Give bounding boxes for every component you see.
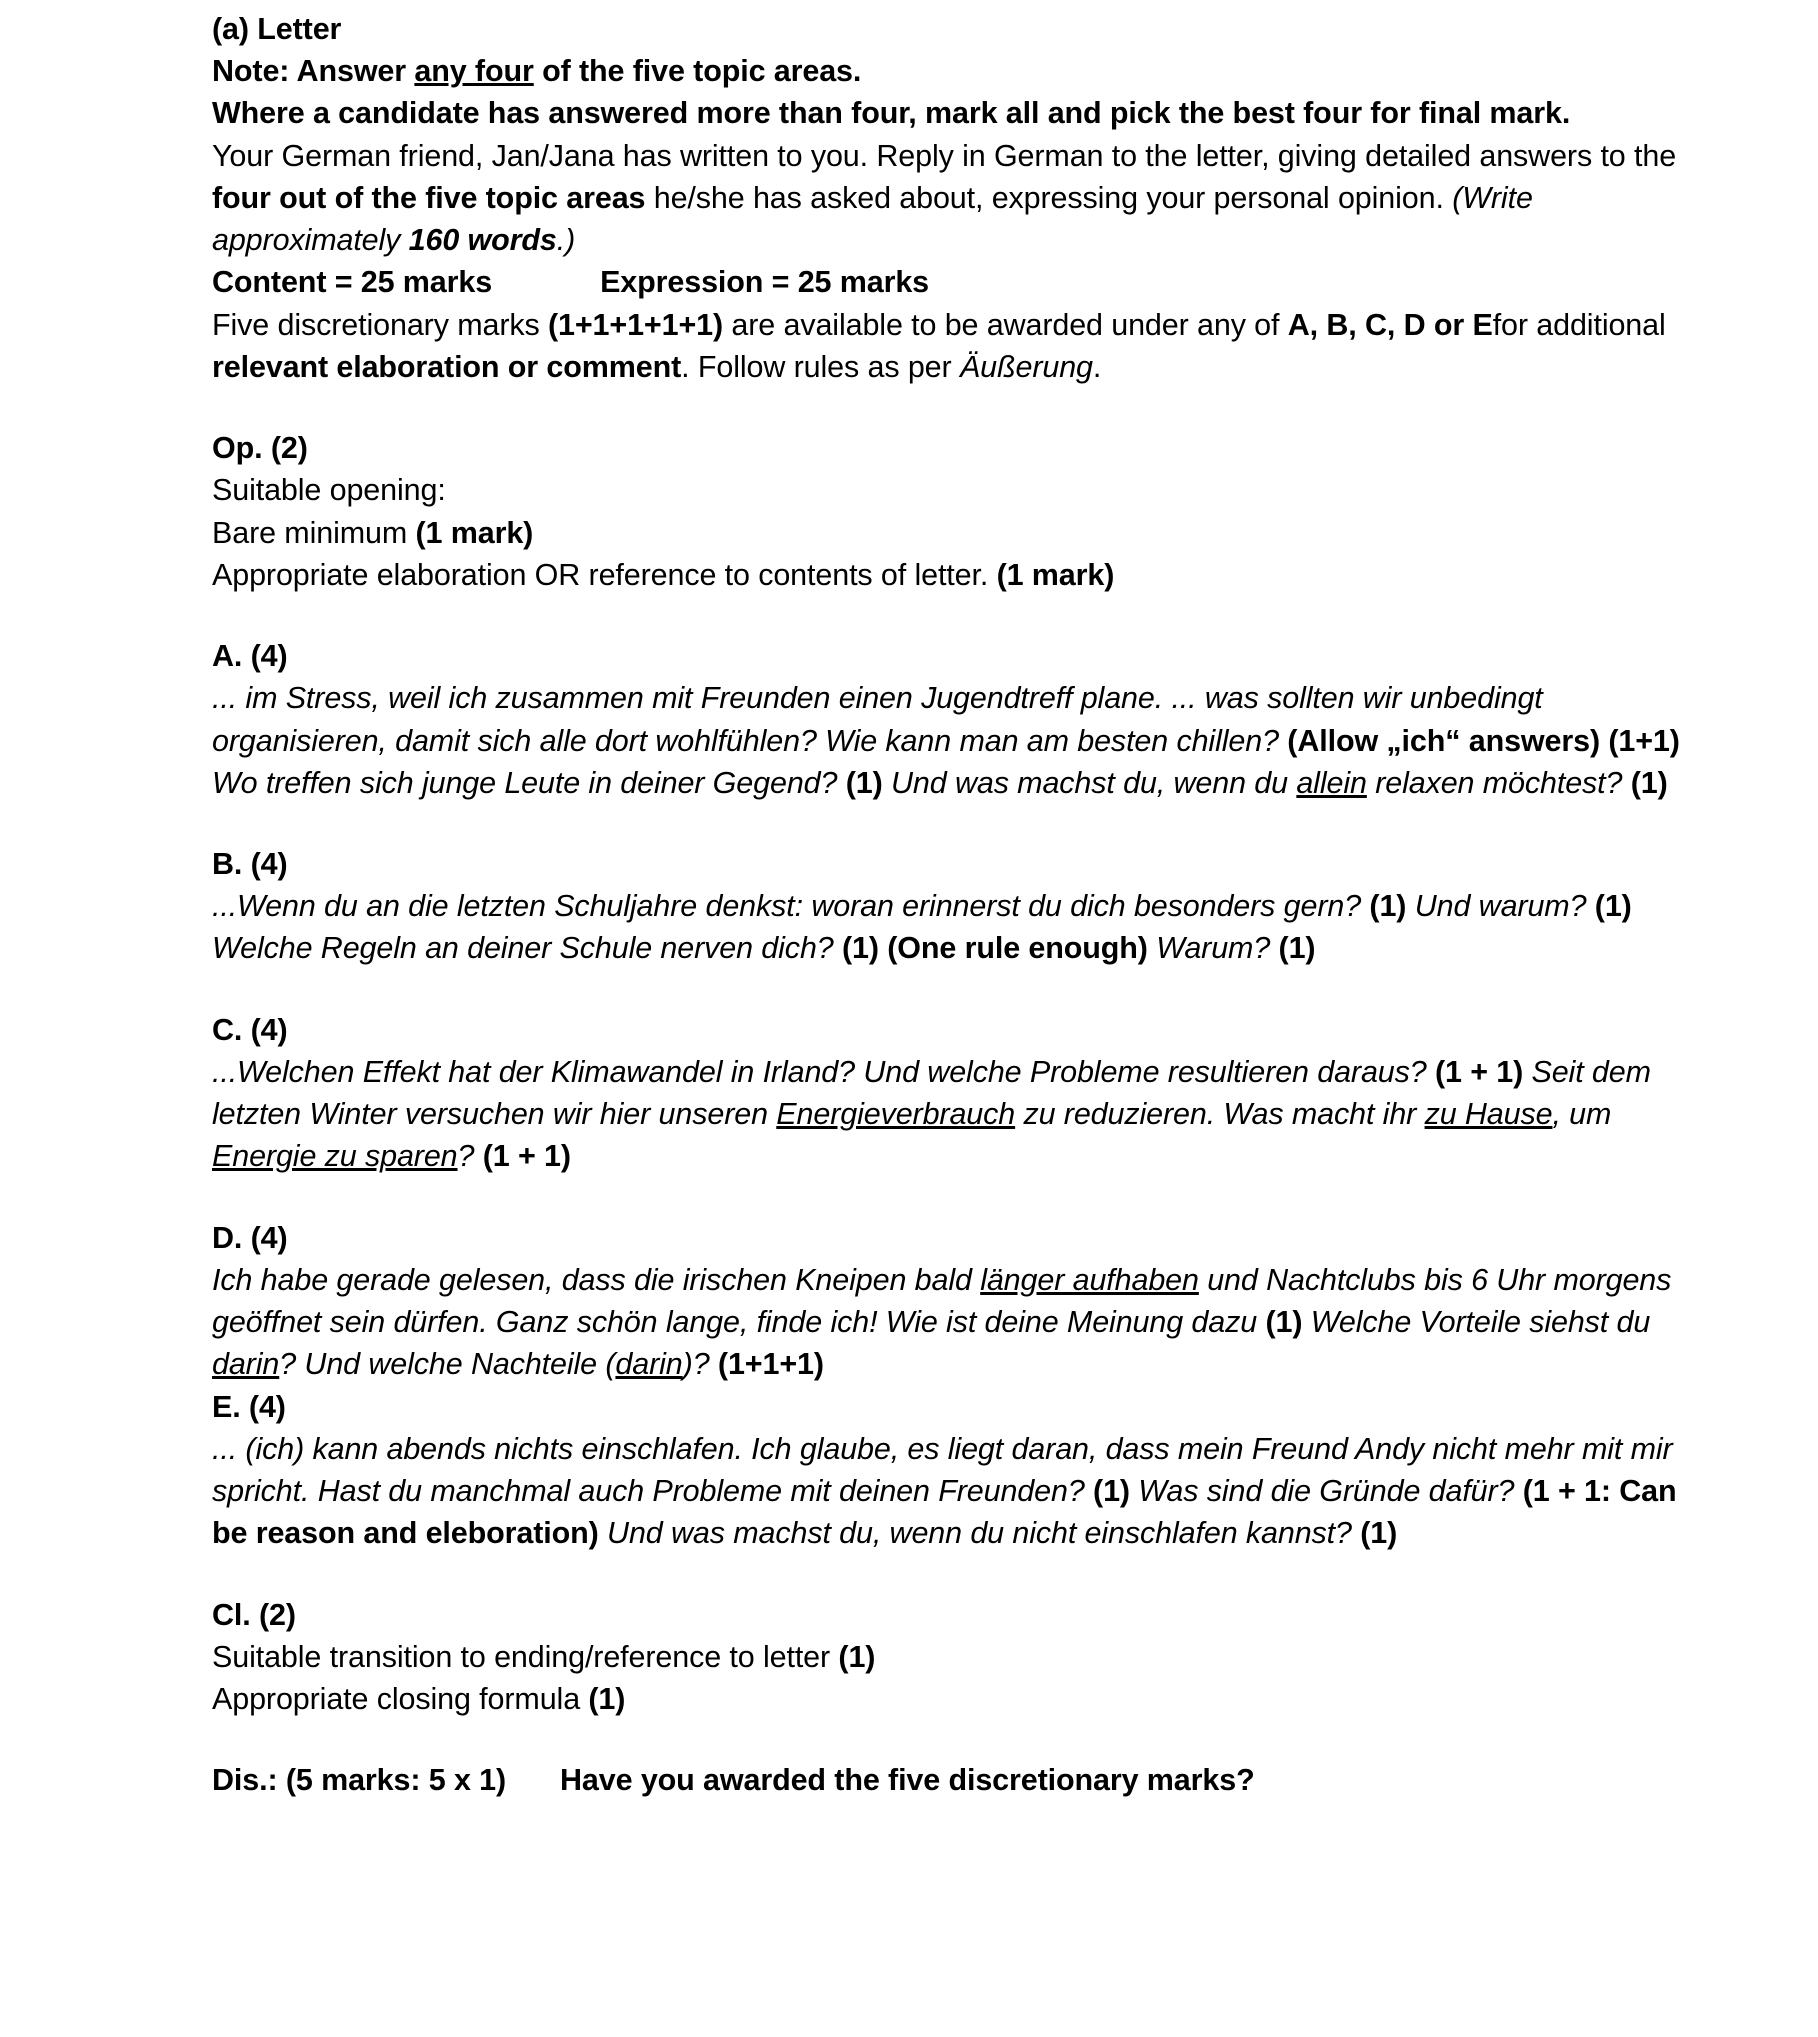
- closing-line-transition: [212, 1636, 1700, 1678]
- discretionary-breakdown: (1+1+1+1+1): [547, 307, 724, 342]
- text-run-3: (1): [1257, 1305, 1303, 1340]
- closing-line-formula: [212, 1678, 1700, 1720]
- text-run-5: zu Hause: [1424, 1097, 1553, 1132]
- text-run-5: allein: [1296, 765, 1367, 800]
- section-b-body: [212, 885, 1700, 969]
- text-run-3: (1): [837, 765, 883, 800]
- text-run-5: (1): [1351, 1516, 1398, 1551]
- section-heading-c: [212, 1009, 1700, 1051]
- closing-formula-mark: (1): [588, 1681, 626, 1716]
- closing-transition-text: Suitable transition to ending/reference to letter: [212, 1639, 839, 1674]
- text-run-5: (1) (One rule enough): [833, 931, 1148, 966]
- note-label: Note: Answer: [212, 54, 415, 89]
- page-title-text: (a) Letter: [212, 12, 342, 46]
- rule-more-than-four-text: Where a candidate has answered more than four, mark all and pick the best four for final mark.: [212, 96, 1571, 131]
- section-c-heading-text: C. (4): [212, 1012, 288, 1047]
- section-c-body: [212, 1051, 1700, 1178]
- text-run-8: ?: [457, 1139, 475, 1174]
- text-run-4: Welche Regeln an deiner Schule nerven dich?: [212, 931, 834, 966]
- task-text-bold: four out of the five topic areas: [212, 180, 646, 215]
- discretionary-line2-mid: . Follow rules as per: [681, 349, 960, 384]
- opening-line-suitable: [212, 469, 1700, 511]
- text-run-1: (1): [1084, 1474, 1130, 1509]
- discretionary-mid: are available to be awarded under any of: [723, 307, 1288, 342]
- marking-scheme-body: [212, 8, 1700, 1801]
- note-answer-any-four: [212, 50, 1700, 92]
- text-run-6: relaxen möchtest?: [1366, 765, 1623, 800]
- discretionary-marks-note: [212, 304, 1700, 388]
- spacer-before-b: [212, 804, 1700, 843]
- expression-marks: Expression = 25 marks: [600, 265, 930, 300]
- task-text-part1: Your German friend, Jan/Jana has written to you. Reply in German to the letter, giving detailed answers to the: [212, 138, 1677, 173]
- text-run-3: (1 + 1: Can be reason and eleboration): [212, 1474, 1677, 1551]
- text-run-6: ? Und welche Nachteile (: [279, 1347, 616, 1382]
- opening-elaboration-text: Appropriate elaboration OR reference to contents of letter.: [212, 557, 997, 592]
- text-run-4: Und was machst du, wenn du: [882, 765, 1297, 800]
- text-run-9: (1 + 1): [474, 1139, 571, 1174]
- spacer-before-closing: [212, 1555, 1700, 1594]
- content-marks: Content = 25 marks: [212, 265, 493, 300]
- text-run-0: ... im Stress, weil ich zusammen mit Freunden einen Jugendtreff plane. ... was sollten wir unbedingt organisieren, damit sich alle dort wohlfühlen? Wie kann man am besten chillen?: [212, 681, 1543, 758]
- opening-bare-minimum-text: Bare minimum: [212, 515, 416, 550]
- text-run-7: (1): [1270, 931, 1316, 966]
- closing-heading-text: Cl. (2): [212, 1597, 296, 1632]
- closing-transition-mark: (1): [838, 1639, 876, 1674]
- text-run-7: darin: [615, 1347, 683, 1382]
- text-run-0: ...Wenn du an die letzten Schuljahre denkst: woran erinnerst du dich besonders gern?: [212, 889, 1362, 924]
- spacer-before-a: [212, 596, 1700, 635]
- spacer-before-opening: [212, 388, 1700, 427]
- text-run-6: Warum?: [1147, 931, 1271, 966]
- section-heading-e: [212, 1386, 1700, 1428]
- opening-line-elaboration: [212, 554, 1700, 596]
- section-heading-d: [212, 1217, 1700, 1259]
- text-run-2: Und warum?: [1406, 889, 1587, 924]
- spacer-before-discretionary: [212, 1720, 1700, 1759]
- section-heading-b: [212, 843, 1700, 885]
- discretionary-line2-pre: for additional: [1492, 307, 1666, 342]
- text-run-0: Ich habe gerade gelesen, dass die irischen Kneipen bald: [212, 1262, 981, 1297]
- text-run-7: (1): [1622, 765, 1668, 800]
- text-run-4: zu reduzieren. Was macht ihr: [1015, 1097, 1425, 1132]
- section-d-heading-text: D. (4): [212, 1220, 288, 1255]
- section-a-body: [212, 677, 1700, 804]
- opening-line-bare-minimum: [212, 512, 1700, 554]
- opening-bare-minimum-mark: (1 mark): [415, 515, 534, 550]
- text-run-0: ... (ich) kann abends nichts einschlafen. Ich glaube, es liegt daran, dass mein Freund Andy nicht mehr mit mir spricht. Hast du manchmal auch Probleme mit deinen Freunden?: [212, 1431, 1673, 1509]
- task-word-count-value: 160 words: [408, 223, 557, 258]
- discretionary-footer-question: Have you awarded the five discretionary marks?: [560, 1763, 1255, 1798]
- discretionary-aeusserung: Äußerung: [959, 349, 1093, 384]
- text-run-1: (1): [1361, 889, 1407, 924]
- note-any-four-underlined: any four: [414, 54, 534, 89]
- discretionary-footer: [212, 1759, 1700, 1801]
- text-run-8: )?: [682, 1347, 710, 1382]
- closing-formula-text: Appropriate closing formula: [212, 1681, 589, 1716]
- rule-more-than-four: [212, 92, 1700, 134]
- text-run-2: Wo treffen sich junge Leute in deiner Gegend?: [212, 765, 838, 800]
- discretionary-pre: Five discretionary marks: [212, 307, 548, 342]
- text-run-6: , um: [1552, 1097, 1612, 1132]
- discretionary-line2-bold: relevant elaboration or comment: [212, 349, 682, 384]
- text-run-4: Und was machst du, wenn du nicht einschlafen kannst?: [598, 1516, 1352, 1551]
- text-run-2: Seit dem letzten Winter versuchen wir hier unseren: [212, 1054, 1651, 1132]
- section-d-body: [212, 1259, 1700, 1386]
- section-e-body: [212, 1428, 1700, 1555]
- text-run-3: Energieverbrauch: [776, 1097, 1016, 1132]
- text-run-9: (1+1+1): [709, 1347, 824, 1382]
- discretionary-footer-label: Dis.: (5 marks: 5 x 1): [212, 1763, 507, 1798]
- section-heading-closing: [212, 1594, 1700, 1636]
- text-run-1: (Allow „ich“ answers) (1+1): [1278, 723, 1680, 758]
- task-instructions: [212, 135, 1700, 262]
- opening-suitable-text: Suitable opening:: [212, 473, 446, 508]
- spacer-before-c: [212, 970, 1700, 1009]
- page-title: [212, 8, 1700, 50]
- text-run-3: (1): [1586, 889, 1632, 924]
- text-run-2: und Nachtclubs bis 6 Uhr morgens geöffnet sein dürfen. Ganz schön lange, finde ich! Wie ist deine Meinung dazu: [212, 1262, 1672, 1340]
- text-run-0: ...Welchen Effekt hat der Klimawandel in Irland? Und welche Probleme resultieren daraus?: [212, 1054, 1427, 1089]
- opening-heading-text: Op. (2): [212, 431, 308, 466]
- discretionary-line2-end: .: [1092, 349, 1102, 384]
- text-run-5: darin: [212, 1347, 280, 1382]
- section-a-heading-text: A. (4): [212, 639, 288, 674]
- text-run-4: Welche Vorteile siehst du: [1302, 1305, 1651, 1340]
- discretionary-sections: A, B, C, D or E: [1287, 307, 1493, 342]
- spacer-before-d: [212, 1178, 1700, 1217]
- text-run-2: Was sind die Gründe dafür?: [1129, 1474, 1515, 1509]
- section-e-heading-text: E. (4): [212, 1389, 286, 1424]
- marks-split: [212, 261, 1700, 303]
- section-heading-a: [212, 635, 1700, 677]
- note-rest: of the five topic areas.: [533, 54, 862, 89]
- text-run-1: länger aufhaben: [980, 1262, 1199, 1297]
- task-word-count-open: (Write approximately: [212, 180, 1533, 258]
- text-run-1: (1 + 1): [1426, 1054, 1524, 1089]
- text-run-7: Energie zu sparen: [212, 1139, 458, 1174]
- section-heading-opening: [212, 427, 1700, 469]
- section-b-heading-text: B. (4): [212, 846, 288, 881]
- opening-elaboration-mark: (1 mark): [996, 557, 1115, 592]
- task-word-count-close: .): [556, 223, 576, 258]
- task-text-part2: he/she has asked about, expressing your personal opinion.: [645, 180, 1453, 215]
